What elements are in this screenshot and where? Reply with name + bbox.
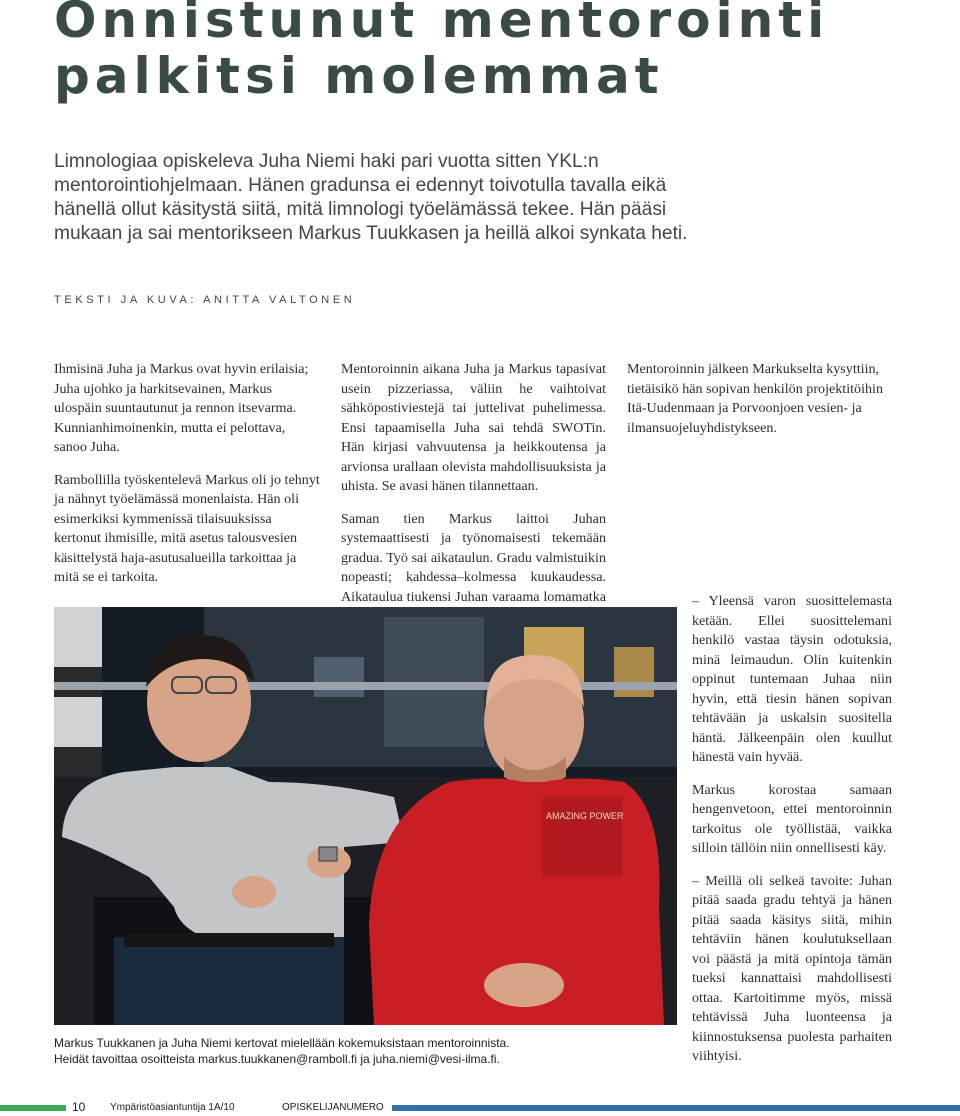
article-photo [54,607,677,1025]
paragraph: Mentoroinnin jälkeen Markukselta kysyttiin, tietäisikö hän sopivan henkilön projektitöihin Itä-Uudenmaan ja Porvoonjoen vesien- ja ilmansuojeluyhdistykseen. [627,361,883,436]
paragraph: Rambollilla työskentelevä Markus oli jo tehnyt ja nähnyt työelämässä monenlaista. Hän oli esimerkiksi kymmenissä tilaisuuksissa kertonut ihmisille, mitä asetus talousvesien käsittelystä haja-asutusalueilla tarkoittaa ja mitä se ei tarkoita. [54,471,320,585]
caption-line: Heidät tavoittaa osoitteista markus.tuukkanen@ramboll.fi ja juha.niemi@vesi-ilma.fi. [54,1052,500,1066]
page-number: 10 [72,1100,86,1114]
section-name: OPISKELIJANUMERO [282,1102,384,1113]
text-column-3 [627,360,893,451]
byline: TEKSTI JA KUVA: ANITTA VALTONEN [54,294,356,306]
caption-line: Markus Tuukkanen ja Juha Niemi kertovat mielellään kokemuksistaan mentoroinnista. [54,1036,510,1050]
article-headline: Onnistunut mentorointi palkitsi molemmat [54,0,830,105]
text-column-1 [54,360,320,601]
photo-caption [54,1035,674,1067]
article-lead: Limnologiaa opiskeleva Juha Niemi haki pari vuotta sitten YKL:n mentorointiohjelmaan. Hänen gradunsa ei edennyt toivotulla tavalla eikä hänellä ollut käsitystä siitä, mitä limnologi työelämässä tekee. Hän pääsi mukaan ja sai mentorikseen Markus Tuukkasen ja heillä alkoi synkata heti. [54,151,688,244]
paragraph: Ihmisinä Juha ja Markus ovat hyvin erilaisia; Juha ujohko ja harkitsevainen, Markus ulospäin suuntautunut ja rennon itsevarma. Kunnianhimoinenkin, mutta ei pelottava, sanoo Juha. [54,361,309,455]
paragraph: Mentoroinnin aikana Juha ja Markus tapasivat usein pizzeriassa, väliin he vaihtoivat sähköpostiviestejä tai juttelivat puhelimessa. Ensi tapaamisella Juha sai tehdä SWOTin. Hän kirjasi vahvuutensa ja heikkoutensa ja arvionsa urallaan olevista mahdollisuuksista ja uhista. Se avasi hänen tilannettaan. [341,361,606,494]
paragraph: Saman tien Markus laittoi Juhan systemaattisesti ja työnomaisesti tekemään gradua. Työ sai aikataulun. Gradu valmistuikin nopeasti; kahdessa–kolmessa kuukaudessa. Aikataulua tiukensi Juhan varaama lomamatka [341,510,606,605]
page-footer [0,1098,960,1116]
shirt-print: AMAZING POWER [546,811,624,821]
footer-accent-blue [392,1105,960,1111]
publication-name: Ympäristöasiantuntija 1A/10 [110,1102,235,1113]
footer-accent-green [0,1105,66,1111]
paragraph: Markus korostaa samaan hengenvetoon, ettei mentoroinnin tarkoitus ole työllistää, vaikka silloin tällöin niin onnellisesti käy. [692,781,892,856]
text-column-3-continued [692,592,892,1080]
paragraph: – Yleensä varon suosittelemasta ketään. Ellei suosittelemani henkilö vastaa täysin odotuksia, minä leimaudun. Olin kuitenkin oppinut tuntemaan Juhaa niin hyvin, että tiesin hänen sopivan tehtävään ja uskalsin suositella häntä. Jälkeenpäin olen kuullut hänestä vain hyvää. [692,593,892,765]
paragraph: – Meillä oli selkeä tavoite: Juhan pitää saada gradu tehtyä ja hänen pitää saada käsitys siitä, mihin tehtäviin hänen koulutuksellaan voi päästä ja mitä opintoja tämän tueksi kannattaisi mahdollisesti ottaa. Kartoitimme myös, missä tehtävissä Juha luonteensa ja kiinnostuksensa puolesta parhaiten viihtyisi. [692,872,892,1064]
